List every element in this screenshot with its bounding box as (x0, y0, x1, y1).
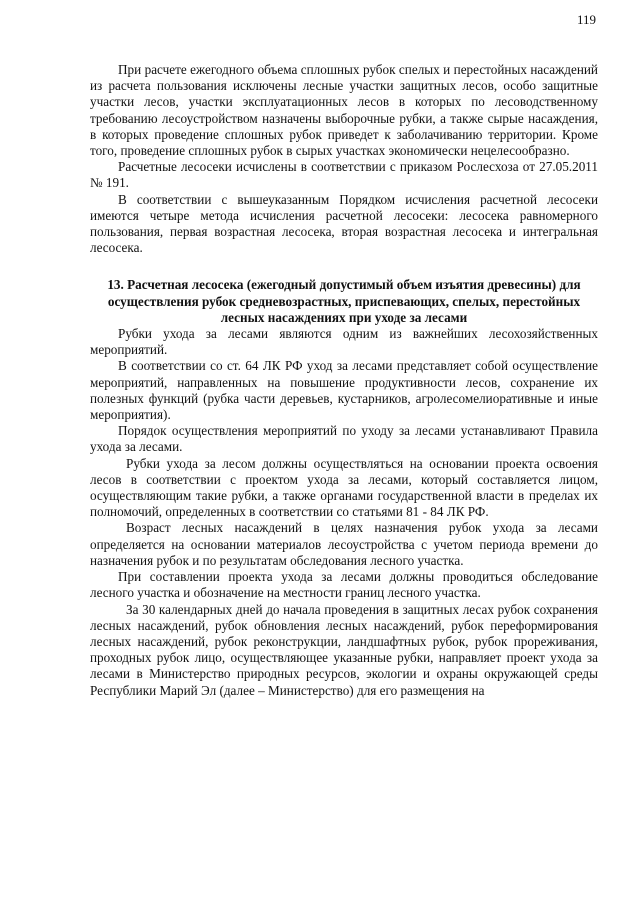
document-body (90, 62, 598, 699)
paragraph: В соответствии со ст. 64 ЛК РФ уход за лесами представляет собой осуществление мероприятий, направленных на повышение продуктивности лесов, сохранение их полезных функций (рубка части деревьев, кустарников, агролесомелиоративные и иные мероприятия). (90, 358, 598, 423)
paragraph: При составлении проекта ухода за лесами должны проводиться обследование лесного участка и обозначение на местности границ лесного участка. (90, 569, 598, 601)
paragraph: Порядок осуществления мероприятий по уходу за лесами устанавливают Правила ухода за лесами. (90, 423, 598, 455)
paragraph: За 30 календарных дней до начала проведения в защитных лесах рубок сохранения лесных насаждений, рубок обновления лесных насаждений, рубок переформирования лесных насаждений, рубок реконструкции, ландшафтных рубок, рубок прореживания, проходных рубок лицо, осуществляющее указанные рубки, направляет проект ухода за лесами в Министерство природных ресурсов, экологии и охраны окружающей среды Республики Марий Эл (далее – Министерство) для его размещения на (90, 601, 598, 698)
section-heading: 13. Расчетная лесосека (ежегодный допустимый объем изъятия древесины) для осуществления рубок средневозрастных, приспевающих, спелых, перестойных лесных насаждениях при уходе за лесами (107, 277, 581, 325)
paragraph: Рубки ухода за лесами являются одним из важнейших лесохозяйственных мероприятий. (90, 326, 598, 358)
page-number: 119 (576, 12, 596, 27)
paragraph: Расчетные лесосеки исчислены в соответствии с приказом Рослесхоза от 27.05.2011 № 191. (90, 159, 598, 191)
paragraph: При расчете ежегодного объема сплошных рубок спелых и перестойных насаждений из расчета пользования исключены лесные участки защитных лесов, особо защитные участки лесов, участки эксплуатационных лесов в которых по лесоводственному требованию лесоустройством назначены выборочные рубки, а также сырые насаждения, в которых проведение сплошных рубок приведет к заболачиванию территории. Кроме того, проведение сплошных рубок в сырых участках экономически нецелесообразно. (90, 62, 598, 159)
paragraph: Возраст лесных насаждений в целях назначения рубок ухода за лесами определяется на основании материалов лесоустройства с учетом периода времени до назначения рубок и по результатам обследования лесного участка. (90, 520, 598, 568)
paragraph: В соответствии с вышеуказанным Порядком исчисления расчетной лесосеки имеются четыре метода исчисления расчетной лесосеки: лесосека равномерного пользования, первая возрастная лесосека, вторая возрастная лесосека и интегральная лесосека. (90, 191, 598, 256)
paragraph: Рубки ухода за лесом должны осуществляться на основании проекта освоения лесов в соответствии с проектом ухода за лесами, который составляется лицом, осуществляющим такие рубки, а также органами государственной власти в пределах их полномочий, определенных в соответствии со статьями 81 - 84 ЛК РФ. (90, 455, 598, 520)
